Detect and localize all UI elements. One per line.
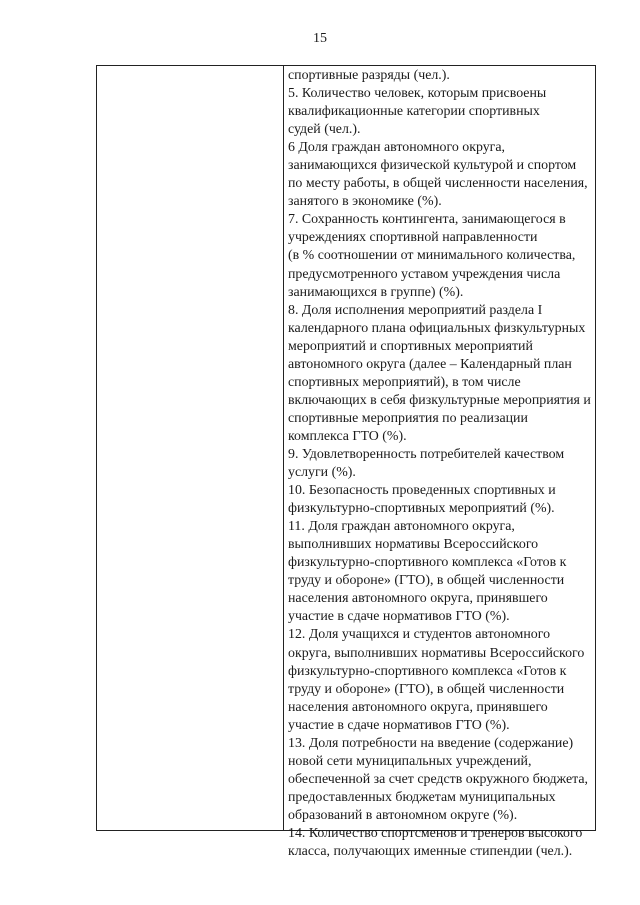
text-line: занимающихся в группе) (%). [288,284,464,300]
text-line: 10. Безопасность проведенных спортивных и [288,483,556,499]
text-line: учреждениях спортивной направленности [288,230,538,246]
text-line: 9. Удовлетворенность потребителей качеством [288,446,565,462]
text-line: судей (чел.). [288,122,361,138]
text-line: 14. Количество спортсменов и тренеров высокого [288,825,583,841]
text-line: населения автономного округа, принявшего [288,591,548,607]
text-line: 8. Доля исполнения мероприятий раздела I [288,302,543,318]
text-line: 7. Сохранность контингента, занимающегося в [288,212,566,228]
text-line: спортивные разряды (чел.). [288,68,450,83]
text-line: округа, выполнивших нормативы Всероссийского [288,645,585,661]
text-line: предусмотренного уставом учреждения числа [288,266,561,282]
text-line: участие в сдаче нормативов ГТО (%). [288,609,510,625]
text-line: квалификационные категории спортивных [288,104,540,120]
text-line: мероприятий и спортивных мероприятий [288,338,533,354]
text-line: новой сети муниципальных учреждений, [288,753,532,769]
text-line: календарного плана официальных физкультурных [288,320,586,336]
page-number: 15 [313,31,327,46]
text-line: 12. Доля учащихся и студентов автономного [288,627,551,643]
text-line: образований в автономном округе (%). [288,807,518,823]
text-line: 13. Доля потребности на введение (содержание) [288,735,574,751]
text-line: физкультурно-спортивного комплекса «Готов к [288,663,567,679]
document-table [96,65,596,860]
table-left-cell [97,66,283,830]
text-line: 6 Доля граждан автономного округа, [288,140,505,156]
text-line: спортивные мероприятия по реализации [288,410,528,426]
text-line: включающих в себя физкультурные мероприятия и [288,392,591,408]
column-divider [283,66,284,830]
text-line: занимающихся физической культурой и спортом [288,158,577,174]
text-line: занятого в экономике (%). [288,194,442,210]
text-line: участие в сдаче нормативов ГТО (%). [288,717,510,733]
text-line: 11. Доля граждан автономного округа, [288,519,515,535]
table-right-cell [288,67,592,861]
text-line: обеспеченной за счет средств окружного бюджета, [288,771,588,787]
text-line: предоставленных бюджетам муниципальных [288,789,556,805]
text-line: (в % соотношении от минимального количества, [288,248,576,264]
text-line: автономного округа (далее – Календарный план [288,356,572,372]
text-line: по месту работы, в общей численности населения, [288,176,588,192]
text-line: услуги (%). [288,465,356,481]
text-line: комплекса ГТО (%). [288,428,407,444]
text-line: спортивных мероприятий), в том числе [288,374,521,390]
text-line: класса, получающих именные стипендии (чел.). [288,844,573,860]
text-line: труду и обороне» (ГТО), в общей численности [288,573,565,589]
text-line: физкультурно-спортивного комплекса «Готов к [288,555,567,571]
text-line: 5. Количество человек, которым присвоены [288,86,547,102]
text-line: выполнивших нормативы Всероссийского [288,537,539,553]
text-line: населения автономного округа, принявшего [288,699,548,715]
text-line: труду и обороне» (ГТО), в общей численности [288,681,565,697]
text-line: физкультурно-спортивных мероприятий (%). [288,501,555,517]
